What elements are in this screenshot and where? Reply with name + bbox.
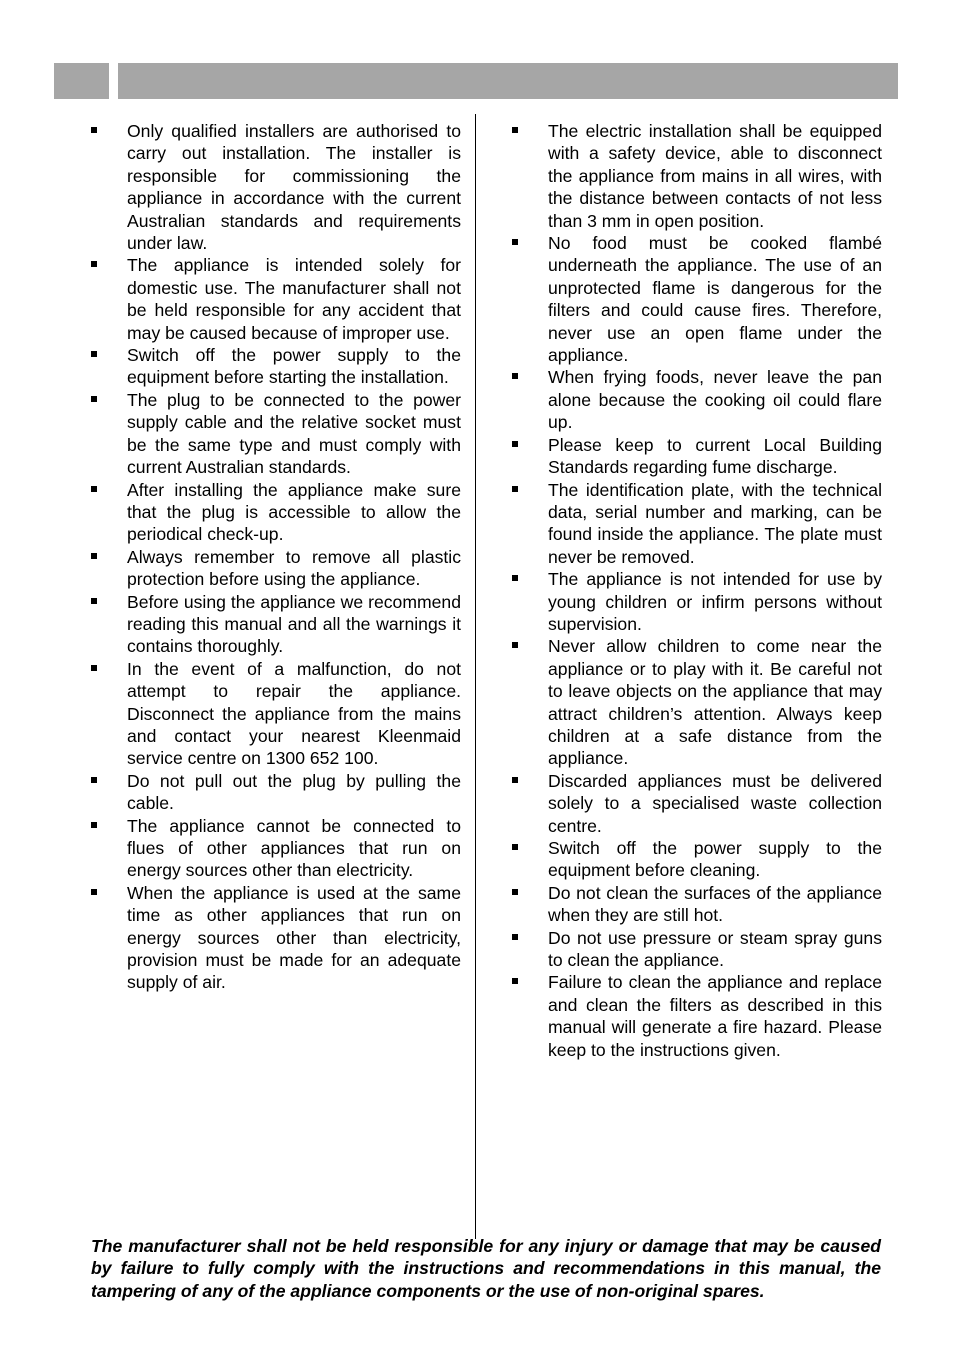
list-item: [88, 658, 461, 770]
list-item-text: When frying foods, never leave the pan alone because the cooking oil could flare up.: [548, 367, 882, 433]
bullet-icon: [512, 486, 518, 492]
list-item-text: The appliance is not intended for use by young children or infirm persons without supervision.: [548, 569, 882, 634]
list-item: [88, 546, 461, 591]
list-item: [509, 479, 882, 569]
bullet-icon: [91, 598, 97, 604]
bullet-icon: [512, 441, 518, 447]
bullet-icon: [91, 889, 97, 895]
list-item: [88, 815, 461, 882]
list-item: [88, 882, 461, 994]
bullet-icon: [512, 642, 518, 648]
list-item: [509, 434, 882, 479]
list-item-text: When the appliance is used at the same time as other appliances that run on energy sources other than electricity, provision must be made for an adequate supply of air.: [127, 882, 461, 993]
bullet-icon: [512, 934, 518, 940]
list-item: [88, 120, 461, 254]
bullet-icon: [91, 486, 97, 492]
list-item-text: Always remember to remove all plastic protection before using the appliance.: [127, 546, 461, 590]
list-item-text: In the event of a malfunction, do not attempt to repair the appliance. Disconnect the appliance from the mains and contact your nearest Kleenmaid service centre on 1300 652 100.: [127, 658, 461, 769]
bullet-icon: [91, 127, 97, 133]
list-item: [509, 635, 882, 769]
list-item: [88, 591, 461, 658]
list-item-text: Do not clean the surfaces of the appliance when they are still hot.: [548, 882, 882, 926]
disclaimer-text: The manufacturer shall not be held responsible for any injury or damage that may be caused by failure to fully comply with the instructions and recommendations in this manual, the tampering of any of the appliance components or the use of non-original spares.: [91, 1236, 881, 1301]
bullet-icon: [91, 261, 97, 267]
bullet-icon: [512, 844, 518, 850]
list-item: [88, 389, 461, 479]
bullet-icon: [91, 777, 97, 783]
right-column: [509, 120, 882, 1061]
bullet-icon: [512, 575, 518, 581]
left-column: [88, 120, 461, 994]
list-item-text: Do not use pressure or steam spray guns to clean the appliance.: [548, 927, 882, 971]
list-item: [509, 770, 882, 837]
bullet-icon: [512, 127, 518, 133]
list-item: [509, 837, 882, 882]
bullet-icon: [512, 889, 518, 895]
header-bar: [118, 63, 898, 99]
bullet-icon: [91, 822, 97, 828]
list-item-text: Switch off the power supply to the equipment before starting the installation.: [127, 345, 461, 388]
bullet-icon: [91, 351, 97, 357]
list-item-text: After installing the appliance make sure that the plug is accessible to allow the periodical check-up.: [127, 479, 461, 545]
list-item: [509, 971, 882, 1061]
list-item-text: Failure to clean the appliance and replace and clean the filters as described in this manual will generate a fire hazard. Please keep to the instructions given.: [548, 972, 882, 1060]
list-item: [88, 254, 461, 344]
list-item-text: The appliance cannot be connected to flues of other appliances that run on energy sources other than electricity.: [127, 815, 461, 881]
column-divider: [475, 114, 476, 1239]
list-item: [509, 120, 882, 232]
bullet-icon: [512, 373, 518, 379]
list-item-text: The plug to be connected to the power supply cable and the relative socket must be the same type and must comply with current Australian standards.: [127, 389, 461, 478]
list-item-text: Before using the appliance we recommend reading this manual and all the warnings it contains thoroughly.: [127, 591, 461, 657]
list-item-text: The electric installation shall be equipped with a safety device, able to disconnect the appliance from mains in all wires, with the distance between contacts of not less than 3 mm in open position.: [548, 121, 882, 231]
list-item: [509, 882, 882, 927]
bullet-icon: [91, 553, 97, 559]
list-item-text: Never allow children to come near the appliance or to play with it. Be careful not to leave objects on the appliance that may attract children’s attention. Always keep children at a safe distance from the appliance.: [548, 636, 882, 769]
right-bullet-list: [509, 120, 882, 1061]
bullet-icon: [91, 665, 97, 671]
list-item: [88, 770, 461, 815]
bullet-icon: [512, 978, 518, 984]
list-item-text: The appliance is intended solely for domestic use. The manufacturer shall not be held responsible for any accident that may be caused because of improper use.: [127, 255, 461, 343]
list-item-text: The identification plate, with the technical data, serial number and marking, can be found inside the appliance. The plate must never be removed.: [548, 479, 882, 567]
bullet-icon: [91, 396, 97, 402]
header-bar-tab: [54, 63, 109, 99]
list-item: [509, 232, 882, 366]
list-item-text: Only qualified installers are authorised to carry out installation. The installer is responsible for commissioning the appliance in accordance with the current Australian standards and requirements under law.: [127, 121, 461, 254]
list-item-text: Please keep to current Local Building Standards regarding fume discharge.: [548, 434, 882, 478]
bullet-icon: [512, 239, 518, 245]
list-item-text: Discarded appliances must be delivered solely to a specialised waste collection centre.: [548, 770, 882, 836]
list-item: [509, 366, 882, 433]
list-item-text: Switch off the power supply to the equipment before cleaning.: [548, 838, 882, 881]
left-bullet-list: [88, 120, 461, 994]
list-item: [88, 344, 461, 389]
list-item: [88, 479, 461, 546]
list-item-text: No food must be cooked flambé underneath the appliance. The use of an unprotected flame is dangerous for the filters and could cause fires. Therefore, never use an open flame under the appliance.: [548, 233, 882, 366]
list-item: [509, 568, 882, 635]
bullet-icon: [512, 777, 518, 783]
list-item: [509, 927, 882, 972]
list-item-text: Do not pull out the plug by pulling the cable.: [127, 770, 461, 814]
